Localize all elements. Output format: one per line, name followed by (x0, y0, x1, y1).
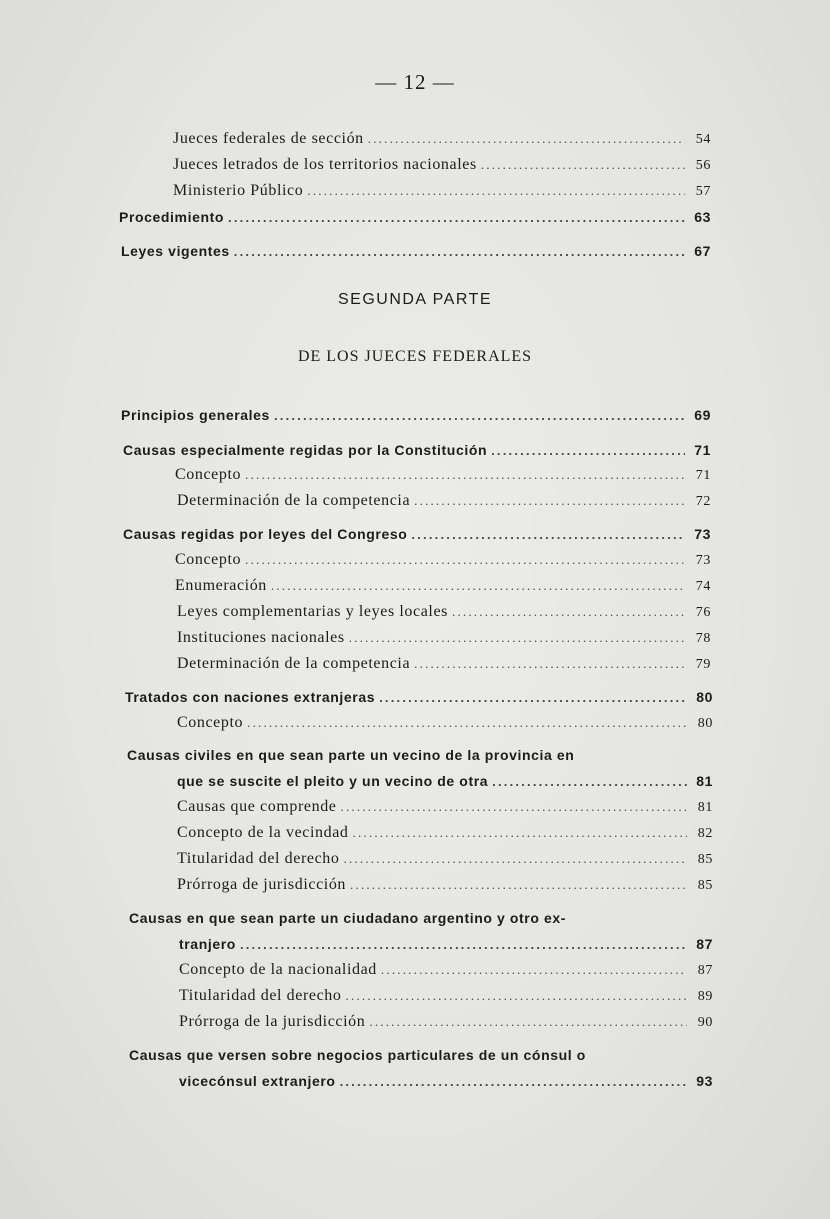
dot-leader (234, 242, 685, 262)
part-subtitle: DE LOS JUECES FEDERALES (297, 348, 533, 365)
entry-title: Concepto de la nacionalidad (179, 961, 377, 978)
dot-leader (414, 654, 685, 674)
entry-page: 81 (696, 773, 713, 789)
entry-title: Prórroga de la jurisdicción (179, 1013, 366, 1030)
dot-leader (346, 986, 687, 1006)
entry-page: 79 (695, 657, 711, 672)
entry-page: 54 (695, 132, 711, 147)
toc-entry (179, 960, 713, 981)
entry-title: Instituciones nacionales (177, 629, 345, 646)
section-title-line1: Causas que versen sobre negocios particulares de un cónsul o (129, 1047, 586, 1063)
entry-page: 73 (695, 553, 711, 568)
entry-page: 87 (696, 936, 713, 952)
entry-title: Jueces letrados de los territorios nacionales (173, 156, 477, 173)
entry-page: 67 (694, 243, 711, 259)
section-title: Causas especialmente regidas por la Constitución (123, 442, 488, 458)
entry-page: 80 (696, 689, 713, 705)
entry-page: 57 (695, 184, 711, 199)
toc-section (179, 1071, 713, 1092)
toc-entry (173, 155, 711, 176)
entry-page: 89 (697, 989, 713, 1004)
entry-page: 72 (695, 494, 711, 509)
entry-title: Ministerio Público (173, 182, 304, 199)
dot-leader (414, 491, 685, 511)
entry-title: Titularidad del derecho (177, 850, 340, 867)
entry-title: Prórroga de jurisdicción (177, 876, 347, 893)
section-title: Tratados con naciones extranjeras (125, 689, 376, 705)
dot-leader (271, 576, 685, 596)
toc-entry (177, 628, 711, 649)
toc-entry (173, 129, 711, 150)
section-title-line1: Causas civiles en que sean parte un vecino de la provincia en (127, 747, 575, 763)
dot-leader (379, 688, 687, 708)
toc-entry (179, 986, 713, 1007)
entry-title: Titularidad del derecho (179, 987, 342, 1004)
toc-entry (177, 491, 711, 512)
dot-leader (340, 1072, 687, 1092)
toc-section (123, 524, 711, 545)
entry-page: 93 (696, 1073, 713, 1089)
toc-entry (177, 875, 713, 896)
dot-leader (369, 1012, 687, 1032)
toc-entry (177, 654, 711, 675)
toc-section (125, 687, 713, 708)
dot-leader (307, 181, 685, 201)
entry-page: 73 (694, 526, 711, 542)
entry-title: Causas que comprende (177, 798, 337, 815)
entry-page: 87 (697, 963, 713, 978)
entry-page: 85 (697, 878, 713, 893)
dot-leader (274, 406, 685, 426)
entry-page: 74 (695, 579, 711, 594)
toc-entry (177, 849, 713, 870)
entry-page: 80 (697, 716, 713, 731)
toc-entry (179, 1012, 713, 1033)
toc-section (179, 934, 713, 955)
dot-leader (492, 772, 687, 792)
section-title: Causas regidas por leyes del Congreso (123, 526, 408, 542)
dot-leader (368, 129, 685, 149)
toc-section (121, 405, 711, 426)
entry-title: Jueces federales de sección (173, 130, 364, 147)
entry-title: Determinación de la competencia (177, 492, 411, 509)
toc-entry (177, 602, 711, 623)
entry-page: 71 (695, 468, 711, 483)
entry-page: 85 (697, 852, 713, 867)
dot-leader (245, 465, 685, 485)
entry-page: 76 (695, 605, 711, 620)
dot-leader (341, 797, 687, 817)
entry-title: Concepto (175, 466, 242, 483)
toc-entry (175, 576, 711, 597)
dot-leader (350, 875, 687, 895)
dot-leader (240, 935, 687, 955)
section-title: Principios generales (121, 407, 270, 423)
section-title: Leyes vigentes (121, 243, 230, 259)
entry-page: 71 (694, 442, 711, 458)
entry-page: 56 (695, 158, 711, 173)
section-title-line1: Causas en que sean parte un ciudadano argentino y otro ex- (129, 910, 566, 926)
section-title: Procedimiento (119, 209, 225, 225)
part-title: SEGUNDA PARTE (337, 291, 493, 308)
dot-leader (381, 960, 687, 980)
dot-leader (491, 441, 685, 461)
dot-leader (247, 713, 687, 733)
entry-title: Determinación de la competencia (177, 655, 411, 672)
dot-leader (349, 628, 685, 648)
toc-entry (177, 797, 713, 818)
section-title: que se suscite el pleito y un vecino de otra (177, 773, 489, 789)
page-number: — 12 — (375, 70, 455, 94)
dot-leader (353, 823, 687, 843)
entry-page: 78 (695, 631, 711, 646)
toc-entry (177, 713, 713, 734)
toc-section (119, 207, 711, 228)
toc-section (123, 440, 711, 461)
entry-title: Enumeración (175, 577, 267, 594)
entry-title: Concepto (175, 551, 242, 568)
dot-leader (481, 155, 685, 175)
dot-leader (411, 525, 685, 545)
section-title: vicecónsul extranjero (179, 1073, 336, 1089)
toc-entry (177, 823, 713, 844)
toc-entry (175, 465, 711, 486)
dot-leader (344, 849, 687, 869)
entry-page: 90 (697, 1015, 713, 1030)
dot-leader (245, 550, 685, 570)
toc-entry (175, 550, 711, 571)
toc-section (121, 241, 711, 262)
entry-title: Concepto (177, 714, 244, 731)
entry-page: 81 (697, 800, 713, 815)
section-title: tranjero (179, 936, 236, 952)
toc-section (177, 771, 713, 792)
entry-page: 63 (694, 209, 711, 225)
entry-page: 69 (694, 407, 711, 423)
entry-title: Concepto de la vecindad (177, 824, 349, 841)
dot-leader (452, 602, 685, 622)
toc-entry (173, 181, 711, 202)
dot-leader (228, 208, 685, 228)
entry-title: Leyes complementarias y leyes locales (177, 603, 448, 620)
entry-page: 82 (697, 826, 713, 841)
